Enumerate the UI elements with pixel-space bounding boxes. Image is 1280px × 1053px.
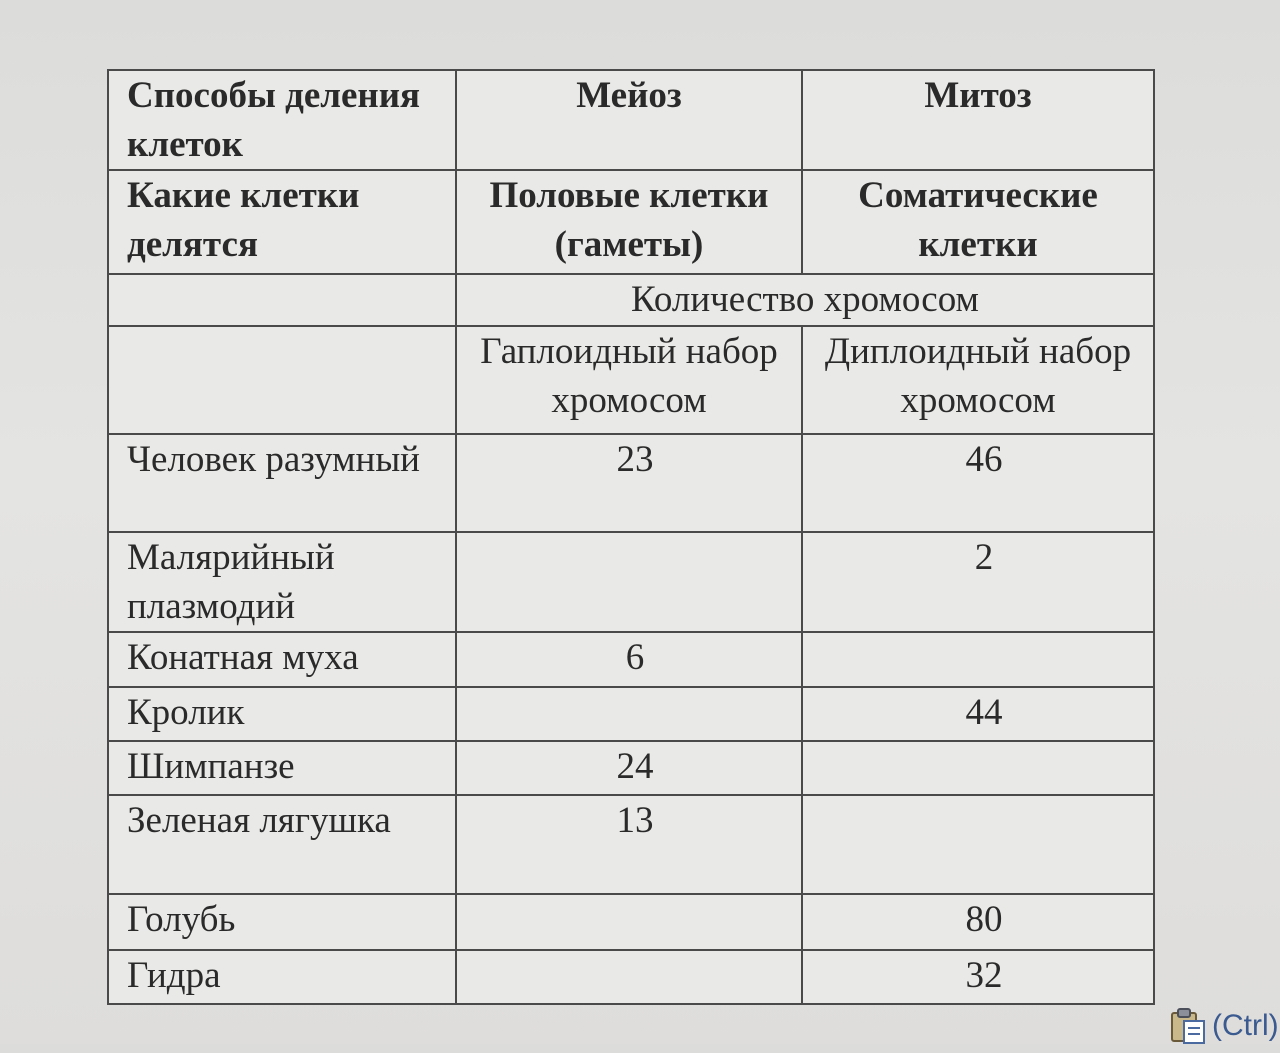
table-row xyxy=(108,687,1154,741)
haploid-value xyxy=(456,532,802,632)
haploid-value xyxy=(456,687,802,741)
haploid-value: 13 xyxy=(456,795,802,894)
organism-name: Шимпанзе xyxy=(108,741,456,795)
table-header-row xyxy=(108,70,1154,170)
header-division-methods: Способы деления клеток xyxy=(108,70,456,170)
clipboard-icon xyxy=(1168,1007,1208,1045)
diploid-value: 46 xyxy=(802,434,1154,532)
table-row xyxy=(108,894,1154,950)
table-row-chromosome-set xyxy=(108,326,1154,434)
diploid-value xyxy=(802,795,1154,894)
mitosis-cells: Соматические клетки xyxy=(802,170,1154,274)
organism-name: Гидра xyxy=(108,950,456,1004)
empty-cell xyxy=(108,274,456,326)
empty-cell xyxy=(108,326,456,434)
haploid-value xyxy=(456,894,802,950)
label-which-cells: Какие клетки делятся xyxy=(108,170,456,274)
diploid-value xyxy=(802,741,1154,795)
organism-name: Конатная муха xyxy=(108,632,456,687)
diploid-value: 2 xyxy=(802,532,1154,632)
header-meiosis: Мейоз xyxy=(456,70,802,170)
table-row xyxy=(108,795,1154,894)
diploid-value: 44 xyxy=(802,687,1154,741)
haploid-set: Гаплоидный набор хромосом xyxy=(456,326,802,434)
table-row xyxy=(108,741,1154,795)
diploid-set: Диплоидный набор хромосом xyxy=(802,326,1154,434)
meiosis-cells: Половые клетки (гаметы) xyxy=(456,170,802,274)
table-row xyxy=(108,950,1154,1004)
table-row xyxy=(108,632,1154,687)
organism-name: Малярийный плазмодий xyxy=(108,532,456,632)
paste-options-button[interactable] xyxy=(1168,1004,1280,1048)
table-row-chromosome-count xyxy=(108,274,1154,326)
chromosome-table xyxy=(107,69,1155,1005)
organism-name: Голубь xyxy=(108,894,456,950)
haploid-value: 23 xyxy=(456,434,802,532)
diploid-value: 32 xyxy=(802,950,1154,1004)
organism-name: Кролик xyxy=(108,687,456,741)
haploid-value xyxy=(456,950,802,1004)
header-mitosis: Митоз xyxy=(802,70,1154,170)
table-row xyxy=(108,532,1154,632)
organism-name: Зеленая лягушка xyxy=(108,795,456,894)
diploid-value xyxy=(802,632,1154,687)
diploid-value: 80 xyxy=(802,894,1154,950)
organism-name: Человек разумный xyxy=(108,434,456,532)
table-row xyxy=(108,434,1154,532)
haploid-value: 6 xyxy=(456,632,802,687)
paste-options-label: (Ctrl) xyxy=(1212,1009,1279,1042)
chromosome-count-label: Количество хромосом xyxy=(456,274,1154,326)
haploid-value: 24 xyxy=(456,741,802,795)
table-row-cells xyxy=(108,170,1154,274)
